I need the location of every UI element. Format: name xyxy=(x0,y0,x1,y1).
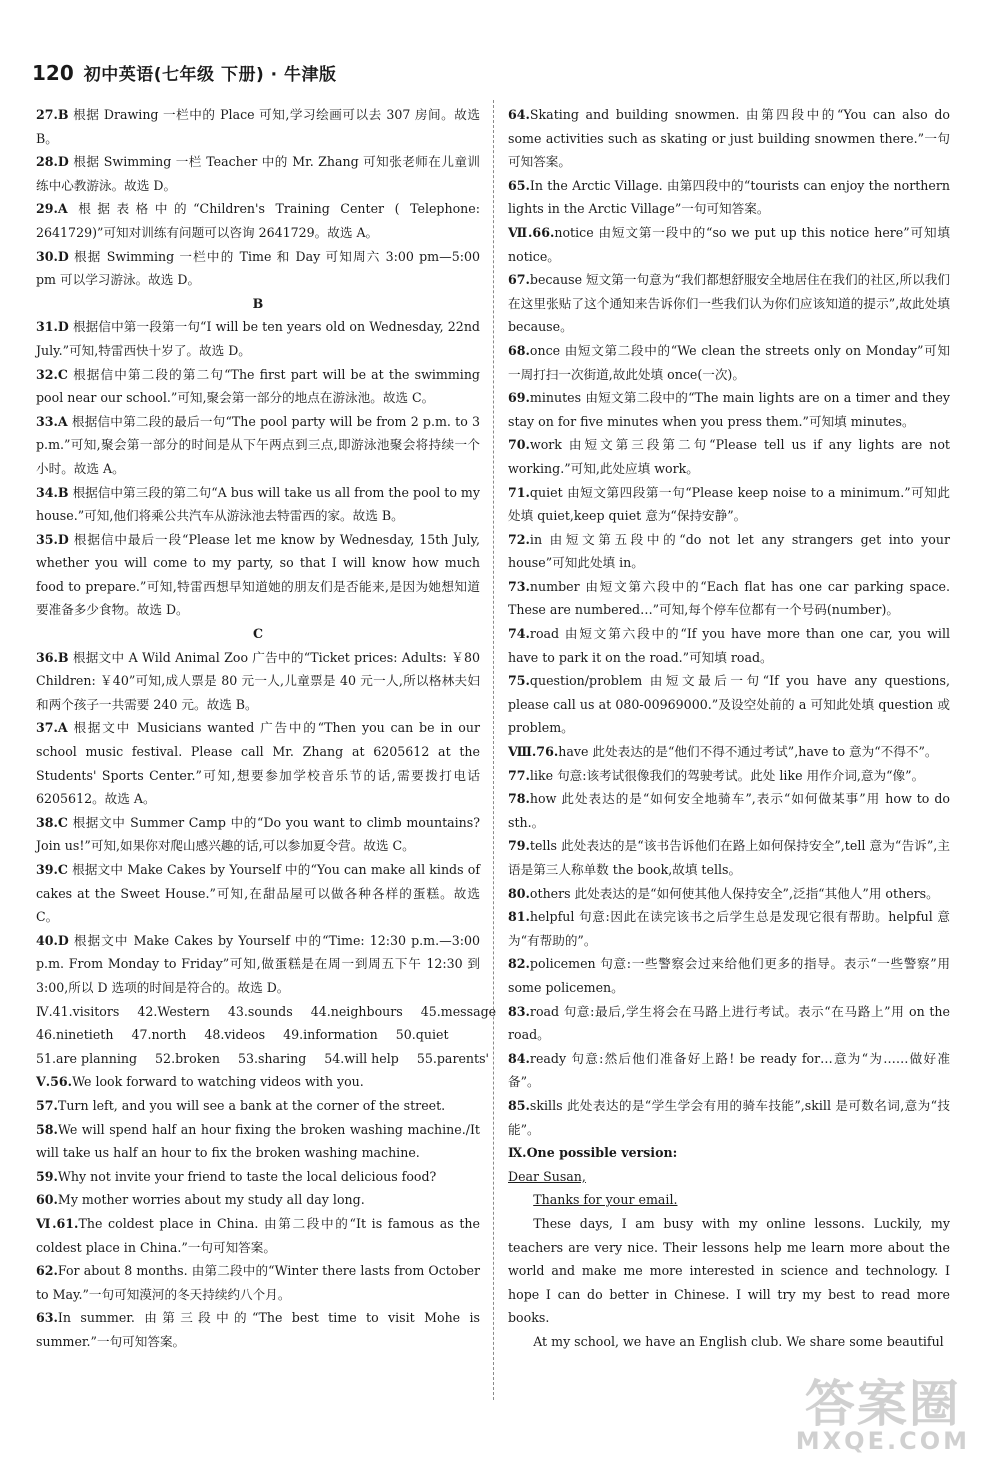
answer-text: 根据表格中的“Children's Training Center ( Telephone: 2641729)”可知对训练有问题可以咨询 2641729。故选 A。 xyxy=(36,201,480,240)
answer-number: 71. xyxy=(508,484,530,500)
answer-number: 82. xyxy=(508,956,530,972)
section-heading-b: B xyxy=(252,295,264,311)
answer-text: helpful 句意:因此在读完该书之后学生总是发现它很有帮助。helpful 意为“有帮助的”。 xyxy=(508,909,950,948)
answer-number: 65. xyxy=(508,177,530,193)
answer-text: 根据文中 Make Cakes by Yourself 中的“You can make all kinds of cakes at the Sweet House.”可知,在甜品屋可以做各种各样的蛋糕。故选 C。 xyxy=(36,862,480,925)
sample-letter xyxy=(508,1165,950,1354)
answer-number: 36.B xyxy=(36,649,69,665)
answer-item xyxy=(508,740,950,764)
answer-item xyxy=(36,1188,480,1212)
answer-number: 30.D xyxy=(36,248,69,264)
answer-number: 68. xyxy=(508,342,530,358)
letter-paragraph: These days, I am busy with my online lessons. Luckily, my teachers are very nice. Their lessons help me learn more about the world and make me more interested in science and technology. I hope I can do better in Chinese. I will try my best to read more books. xyxy=(508,1215,950,1326)
answer-item xyxy=(508,575,950,622)
answer-number: 70. xyxy=(508,437,530,453)
watermark-logo-text: 答案圈 xyxy=(804,1375,961,1433)
answer-text: road 句意:最后,学生将会在马路上进行考试。表示“在马路上”用 on the road。 xyxy=(508,1003,950,1043)
answer-text: 根据 Swimming 一栏中的 Time 和 Day 可知周六 3:00 pm—5:00 pm 可以学习游泳。故选 D。 xyxy=(36,248,480,288)
answer-item xyxy=(36,150,480,197)
answer-text: minutes 由短文第二段中的“The main lights are on a timer and they stay on for five minutes when you press them.”可知填 minutes。 xyxy=(508,390,950,429)
right-column xyxy=(508,103,950,1353)
answer-text: 根据 Swimming 一栏 Teacher 中的 Mr. Zhang 可知张老师在儿童训练中心教游泳。故选 D。 xyxy=(36,154,480,193)
answer-text: We look forward to watching videos with you. xyxy=(72,1074,364,1090)
answer-item xyxy=(36,103,480,150)
answer-item xyxy=(36,363,480,410)
answer-text: policemen 句意:一些警察会过来给他们更多的指导。表示“一些警察”用 some policemen。 xyxy=(508,956,950,995)
answer-item xyxy=(36,1306,480,1353)
answer-item xyxy=(508,669,950,740)
answer-word: 43.sounds xyxy=(227,1003,293,1019)
answer-text: in 由短文第五段中的“do not let any strangers get into your house”可知此处填 in。 xyxy=(508,531,950,571)
answer-text: 根据信中第二段的第二句“The first part will be at the swimming pool near our school.”可知,聚会第一部分的地点在游泳池。故选 C。 xyxy=(36,366,480,406)
answer-word: 46.ninetieth xyxy=(36,1027,114,1043)
answer-word: 55.parents' xyxy=(416,1050,490,1066)
letter-paragraph: At my school, we have an English club. We share some beautiful xyxy=(533,1333,944,1349)
page-header xyxy=(32,60,337,90)
answer-item xyxy=(508,481,950,528)
answer-text: Why not invite your friend to taste the local delicious food? xyxy=(57,1168,437,1184)
answer-group-v-vi xyxy=(36,1070,480,1353)
answer-item xyxy=(36,481,480,528)
answer-word: 45.message xyxy=(420,1003,497,1019)
answer-word: 44.neighbours xyxy=(310,1003,403,1019)
answer-number: 33.A xyxy=(36,413,68,429)
answer-text: how 此处表达的是“如何安全地骑车”,表示“如何做某事”用 how to do sth.。 xyxy=(508,791,950,830)
answer-text: My mother worries about my study all day long. xyxy=(57,1192,365,1208)
answer-item xyxy=(508,952,950,999)
answer-number: 59. xyxy=(36,1168,58,1184)
answer-text: skills 此处表达的是“学生学会有用的骑车技能”,skill 是可数名词,意为“技能”。 xyxy=(508,1097,950,1137)
answer-item xyxy=(36,811,480,858)
answer-word: 48.videos xyxy=(204,1027,266,1043)
section-heading-ix: Ⅸ.One possible version: xyxy=(508,1145,678,1161)
answer-text: quiet 由短文第四段第一句“Please keep noise to a minimum.”可知此处填 quiet,keep quiet 意为“保持安静”。 xyxy=(508,484,950,524)
answer-item xyxy=(36,1259,480,1306)
answer-word: 51.are planning xyxy=(36,1050,138,1066)
site-watermark xyxy=(795,1375,970,1455)
answer-number: 63. xyxy=(36,1310,58,1326)
answer-number: 39.C xyxy=(36,862,68,877)
answer-item xyxy=(36,245,480,292)
answer-text: road 由短文第六段中的“If you have more than one car, you will have to park it on the road.”可知填 road。 xyxy=(508,626,950,665)
answer-item xyxy=(508,339,950,386)
answer-number: 38.C xyxy=(36,814,68,830)
answer-number: 83. xyxy=(508,1003,530,1019)
answer-number: 80. xyxy=(508,885,530,901)
answer-item xyxy=(508,1047,950,1094)
answer-item xyxy=(508,787,950,834)
answer-number: 29.A xyxy=(36,201,68,217)
answer-number: 78. xyxy=(508,791,530,807)
answer-text: ready 句意:然后他们准备好上路! be ready for…意为“为……做好准备”。 xyxy=(508,1050,950,1090)
column-divider xyxy=(493,100,494,1400)
answer-row-46-50 xyxy=(36,1023,480,1047)
answer-number: 81. xyxy=(508,909,530,925)
answer-word: 42.Western xyxy=(137,1003,210,1019)
answer-number: Ⅶ.66. xyxy=(508,224,555,240)
answer-text: In summer. 由第三段中的“The best time to visit Mohe is summer.”一句可知答案。 xyxy=(36,1310,480,1349)
watermark-url: MXQE.COM xyxy=(795,1427,970,1455)
answer-item xyxy=(508,622,950,669)
answer-number: 84. xyxy=(508,1050,530,1066)
answer-text: 根据文中 Musicians wanted 广告中的“Then you can be in our school music festival. Please call Mr. Zhang at 6205612 at the Students' Sports Center.”可知,想要参加学校音乐节的话,需要拨打电话 6205612。故选 A。 xyxy=(36,720,480,807)
answer-text: 根据信中第三段的第二句“A bus will take us all from the pool to my house.”可知,他们将乘公共汽车从游泳池去特雷西的家。故选 B。 xyxy=(36,484,480,524)
answer-text: The coldest place in China. 由第二段中的“It is famous as the coldest place in China.”一句可知答案。 xyxy=(36,1215,480,1255)
answer-item xyxy=(36,716,480,810)
answer-text: For about 8 months. 由第二段中的“Winter there lasts from October to May.”一句可知漠河的冬天持续约八个月。 xyxy=(36,1263,480,1302)
answer-number: 73. xyxy=(508,578,530,594)
answer-number: 27.B xyxy=(36,107,69,122)
answer-item xyxy=(508,905,950,952)
answer-text: 根据信中第一段第一句“I will be ten years old on Wednesday, 22nd July.”可知,特雷西快十岁了。故选 D。 xyxy=(36,319,480,358)
answer-group-b xyxy=(36,315,480,622)
answer-item xyxy=(36,528,480,622)
answer-text: 根据 Drawing 一栏中的 Place 可知,学习绘画可以去 307 房间。故选 B。 xyxy=(36,107,480,146)
answer-item xyxy=(36,1118,480,1165)
answer-row-51-55 xyxy=(36,1047,490,1071)
answer-text: 根据文中 A Wild Animal Zoo 广告中的“Ticket prices: Adults: ￥80 Children: ￥40”可知,成人票是 80 元一人,儿童票是 40 元一人,所以格林夫妇和两个孩子一共需要 240 元。故选 B。 xyxy=(36,649,480,712)
answer-number: 69. xyxy=(508,390,530,406)
answer-item xyxy=(36,1165,480,1189)
answer-number: 58. xyxy=(36,1121,58,1137)
answer-text: We will spend half an hour fixing the broken washing machine./It will take us half an hour to fix the broken washing machine. xyxy=(36,1121,480,1161)
answer-item xyxy=(36,410,480,481)
answer-number: 57. xyxy=(36,1097,58,1113)
answer-word: 47.north xyxy=(131,1027,187,1043)
answer-item xyxy=(36,1212,480,1259)
left-column xyxy=(36,103,497,1353)
answer-item xyxy=(508,221,950,268)
answer-number: 37.A xyxy=(36,720,68,736)
answer-item xyxy=(36,197,480,244)
answer-number: 72. xyxy=(508,531,530,547)
answer-item xyxy=(508,103,950,174)
answer-number: 75. xyxy=(508,673,530,689)
answer-item xyxy=(508,1094,950,1141)
answer-number: 60. xyxy=(36,1192,58,1208)
answer-number: 77. xyxy=(508,767,530,783)
answer-item xyxy=(508,268,950,339)
answer-text: In the Arctic Village. 由第四段中的“tourists can enjoy the northern lights in the Arctic Village”一句可知答案。 xyxy=(508,177,950,217)
letter-paragraph: Thanks for your email. xyxy=(533,1192,678,1208)
answer-group-a xyxy=(36,103,480,292)
answer-number: 79. xyxy=(508,838,530,854)
answer-text: have 此处表达的是“他们不得不通过考试”,have to 意为“不得不”。 xyxy=(558,744,938,760)
answer-text: 根据文中 Summer Camp 中的“Do you want to climb mountains? Join us!”可知,如果你对爬山感兴趣的话,可以参加夏令营。故选 C。 xyxy=(36,814,480,854)
answer-number: 74. xyxy=(508,626,530,642)
answer-number: Ⅴ.56. xyxy=(36,1074,73,1090)
answer-text: question/problem 由短文最后一句“If you have any questions, please call us at 080-00969000.”及设空处前的 a 可知此处填 question 或 problem。 xyxy=(508,673,950,736)
answer-group-c xyxy=(36,646,480,1000)
answer-item xyxy=(36,929,480,1000)
answer-text: notice 由短文第一段中的“so we put up this notice here”可知填 notice。 xyxy=(508,224,951,264)
answer-item xyxy=(508,433,950,480)
answer-text: Turn left, and you will see a bank at the corner of the street. xyxy=(57,1097,446,1113)
answer-item xyxy=(508,528,950,575)
answer-text: work 由短文第三段第二句“Please tell us if any lights are not working.”可知,此处应填 work。 xyxy=(508,437,950,476)
answer-row-41-45 xyxy=(36,1000,497,1024)
answer-word: 53.sharing xyxy=(237,1050,307,1066)
answer-item xyxy=(36,1094,480,1118)
answer-word: Ⅳ.41.visitors xyxy=(36,1003,120,1019)
answer-number: 62. xyxy=(36,1263,58,1279)
answer-text: because 短文第一句意为“我们都想舒服安全地居住在我们的社区,所以我们在这里张贴了这个通知来告诉你们一些我们认为你们应该知道的提示”,故此处填 because。 xyxy=(508,272,950,335)
answer-text: like 句意:该考试很像我们的驾驶考试。此处 like 用作介词,意为“像”。 xyxy=(529,767,925,783)
answer-item xyxy=(36,1070,480,1094)
answer-text: once 由短文第二段中的“We clean the streets only on Monday”可知一周打扫一次街道,故此处填 once(一次)。 xyxy=(508,342,950,382)
answer-item xyxy=(508,1000,950,1047)
answer-item xyxy=(36,315,480,362)
answer-text: others 此处表达的是“如何使其他人保持安全”,泛指“其他人”用 others。 xyxy=(529,885,939,901)
answer-number: 34.B xyxy=(36,484,69,500)
answer-item xyxy=(36,858,480,929)
answer-number: 67. xyxy=(508,272,530,288)
answer-text: 根据信中最后一段“Please let me know by Wednesday, 15th July, whether you will come to my party, so that I will know how much food to prepare.”可知,特雷西想早知道她的朋友们是否能来,是因为她想知道要准备多少食物。故选 D。 xyxy=(36,531,480,618)
answer-text: 根据信中第二段的最后一句“The pool party will be from 2 p.m. to 3 p.m.”可知,聚会第一部分的时间是从下午两点到三点,即游泳池聚会将持续一个小时。故选 A。 xyxy=(36,413,480,476)
answer-item xyxy=(508,764,950,788)
answer-number: 85. xyxy=(508,1097,530,1113)
answer-text: tells 此处表达的是“该书告诉他们在路上如何保持安全”,tell 意为“告诉”,主语是第三人称单数 the book,故填 tells。 xyxy=(508,838,950,877)
answer-number: 28.D xyxy=(36,154,69,170)
answer-text: 根据文中 Make Cakes by Yourself 中的“Time: 12:30 p.m.—3:00 p.m. From Monday to Friday”可知,做蛋糕是在周一到周五下午 12:30 到 3:00,所以 D 选项的时间是符合的。故选 D。 xyxy=(36,932,480,995)
answer-item xyxy=(508,882,950,906)
answer-item xyxy=(36,646,480,717)
answer-number: Ⅷ.76. xyxy=(508,744,559,760)
answer-item xyxy=(508,386,950,433)
answer-number: 35.D xyxy=(36,531,69,547)
letter-salutation: Dear Susan, xyxy=(508,1168,586,1184)
answer-word: 54.will help xyxy=(324,1050,399,1066)
book-title: 初中英语(七年级 下册) · 牛津版 xyxy=(83,65,337,85)
page-number: 120 xyxy=(32,61,74,85)
answer-item xyxy=(508,834,950,881)
answer-word: 50.quiet xyxy=(395,1027,449,1043)
answer-word: 49.information xyxy=(283,1027,378,1043)
answer-text: number 由短文第六段中的“Each flat has one car parking space. These are numbered…”可知,每个停车位都有一个号码(number)。 xyxy=(508,578,950,618)
answer-text: Skating and building snowmen. 由第四段中的“You can also do some activities such as skating or just building snowmen there.”一句可知答案。 xyxy=(508,107,950,170)
section-heading-c: C xyxy=(252,626,264,642)
answer-number: 40.D xyxy=(36,932,69,948)
answer-word: 52.broken xyxy=(155,1050,220,1066)
answer-number: 64. xyxy=(508,107,530,122)
answer-item xyxy=(508,174,950,221)
answer-number: 31.D xyxy=(36,319,69,335)
answer-number: 32.C xyxy=(36,366,68,382)
answer-number: Ⅵ.61. xyxy=(36,1215,79,1231)
